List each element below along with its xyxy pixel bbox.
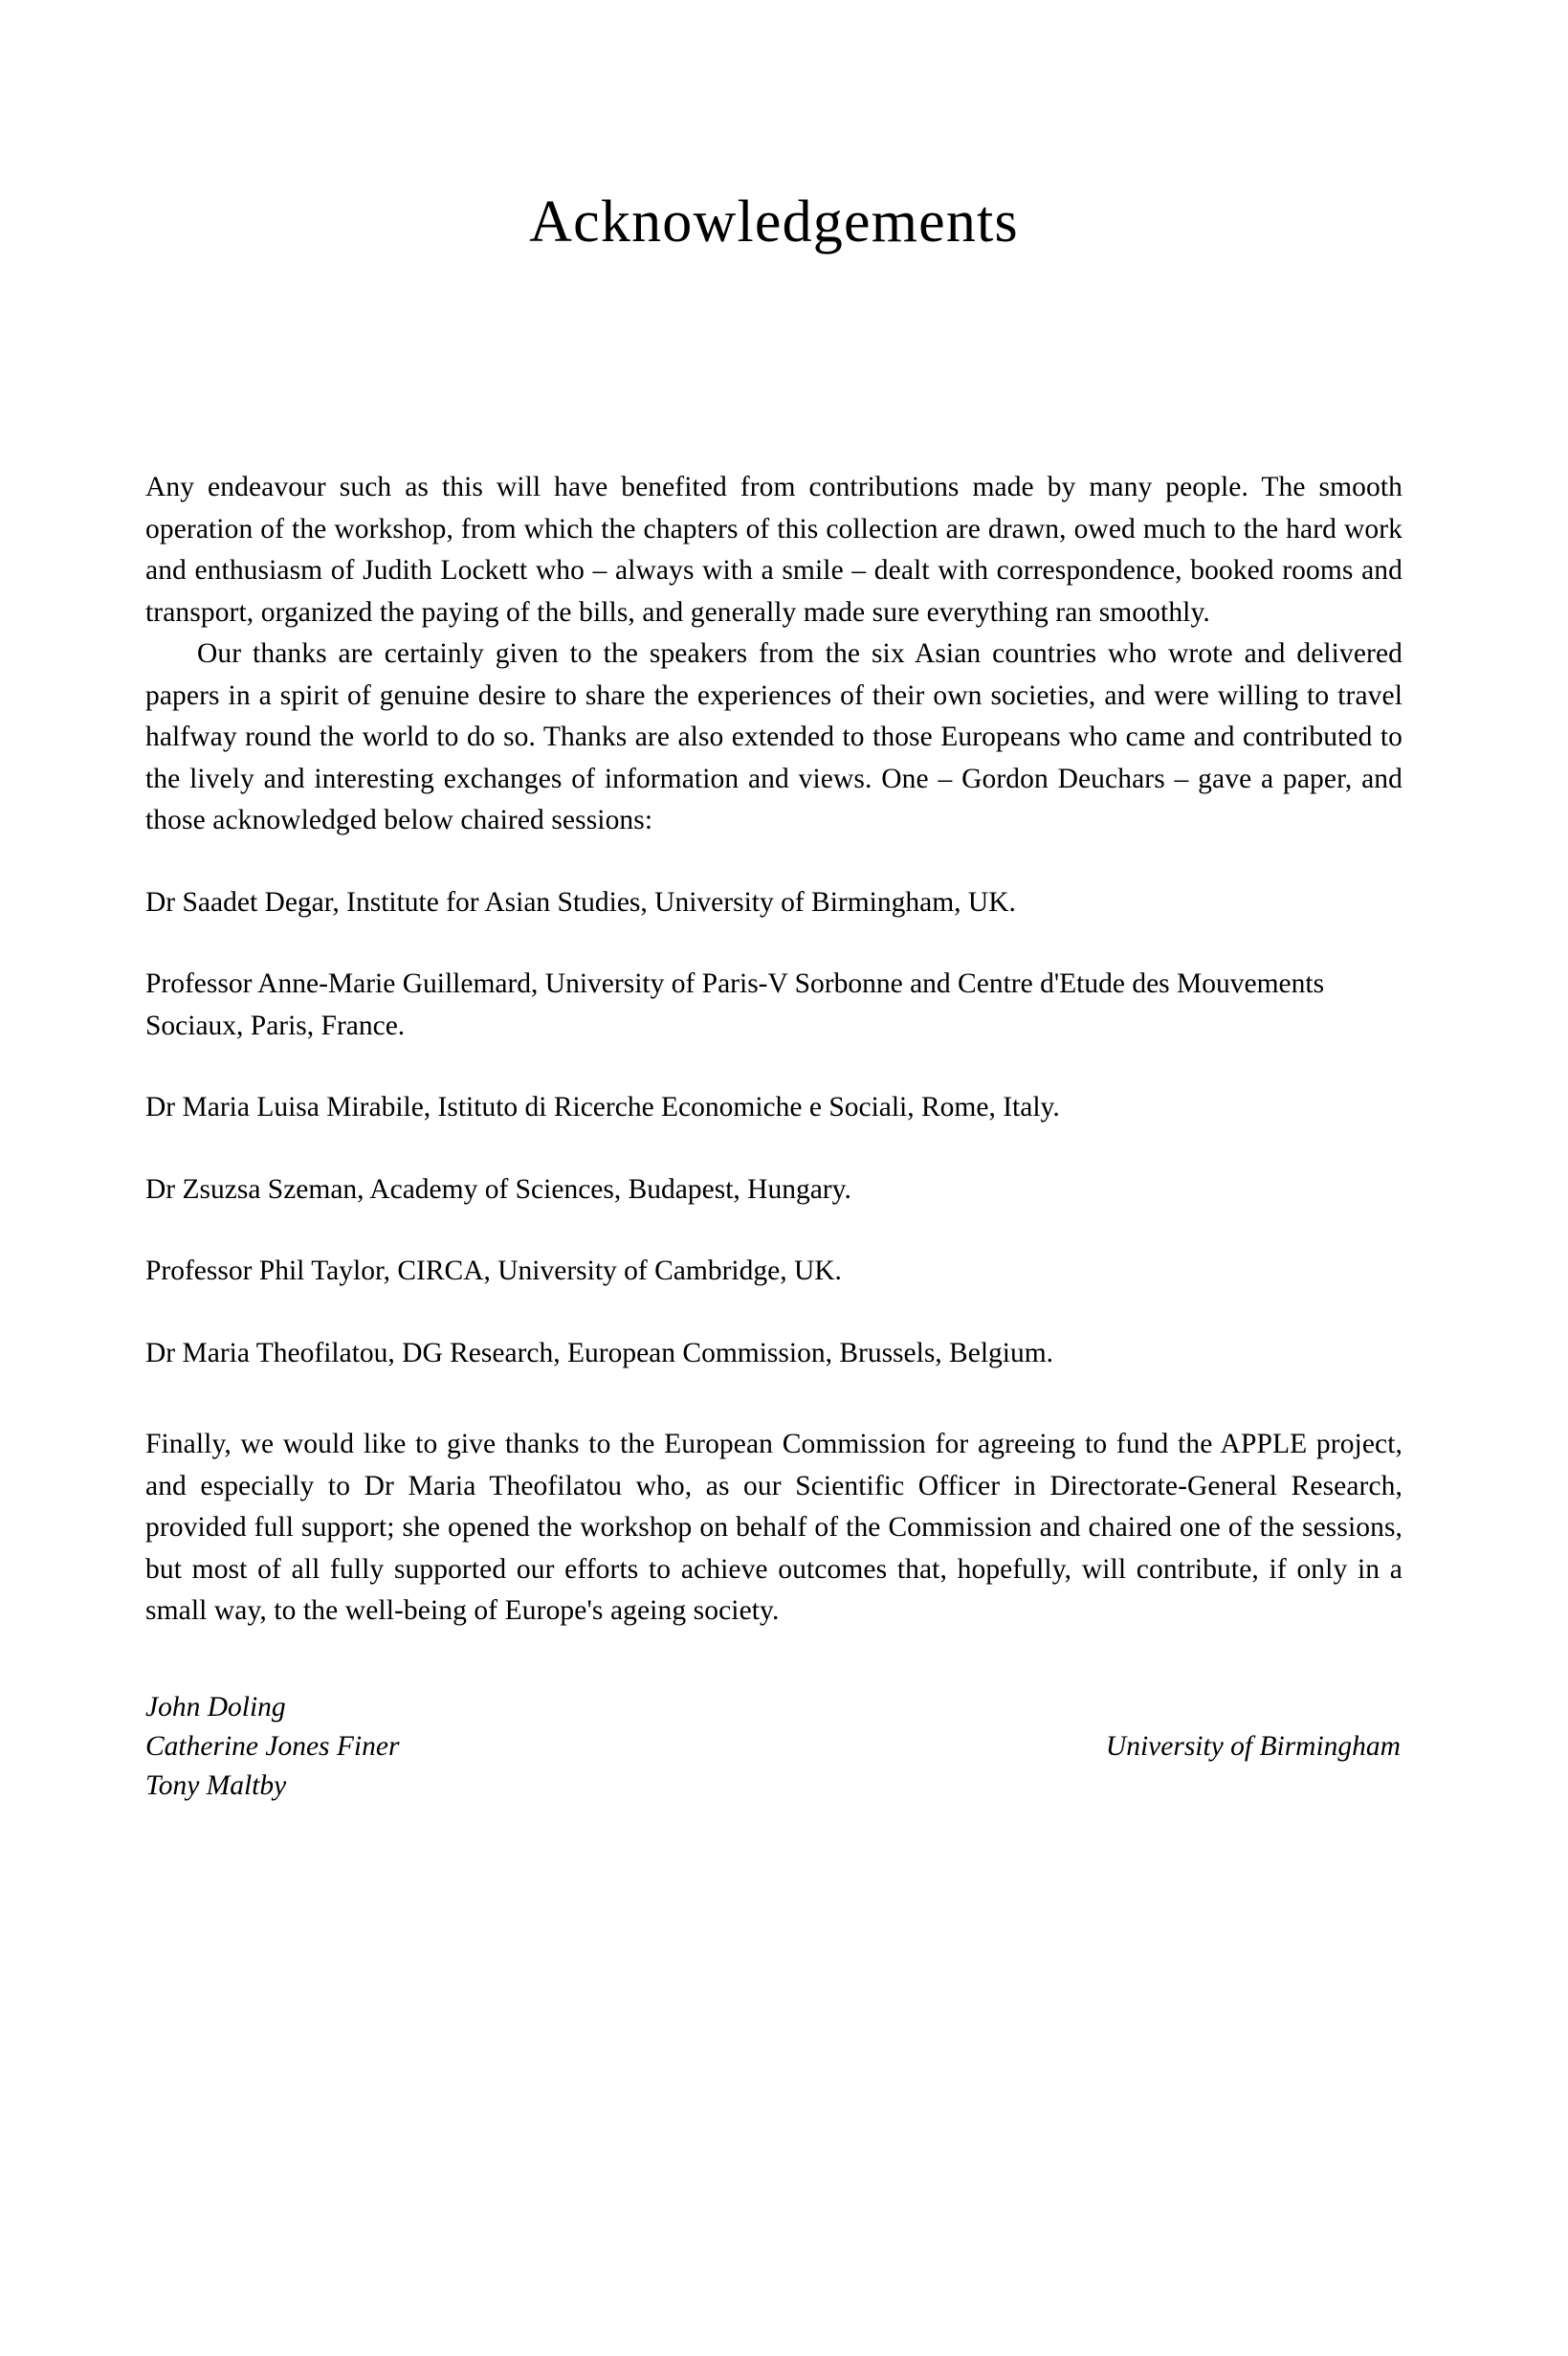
list-item: Professor Anne-Marie Guillemard, University of Paris-V Sorbonne and Centre d'Etude des Mouvements Sociaux, Paris, France.	[145, 968, 1325, 1041]
page-title: Acknowledgements	[529, 189, 1019, 255]
final-paragraph-block	[145, 1424, 1402, 1633]
paragraph: Our thanks are certainly given to the speakers from the six Asian countries who wrote and delivered papers in a spirit of genuine desire to share the experiences of their own societies, and were willing to travel halfway round the world to do so. Thanks are also extended to those Europeans who came and contributed to the lively and interesting exchanges of information and views. One – Gordon Deuchars – gave a paper, and those acknowledged below chaired sessions:	[145, 638, 1402, 836]
author-name: John Doling	[145, 1691, 286, 1723]
paragraph: Finally, we would like to give thanks to the European Commission for agreeing to fund the APPLE project, and especially to Dr Maria Theofilatou who, as our Scientific Officer in Directorate-General Research, provided full support; she opened the workshop on behalf of the Commission and chaired one of the sessions, but most of all fully supported our efforts to achieve outcomes that, hopefully, will contribute, if only in a small way, to the well-being of Europe's ageing society.	[145, 1429, 1402, 1627]
paragraph: Any endeavour such as this will have benefited from contributions made by many people. The smooth operation of the workshop, from which the chapters of this collection are drawn, owed much to the hard work and enthusiasm of Judith Lockett who – always with a smile – dealt with correspondence, booked rooms and transport, organized the paying of the bills, and generally made sure everything ran smoothly.	[145, 472, 1402, 628]
session-chairs-list	[145, 882, 1402, 1375]
page-content	[145, 0, 1402, 1832]
signature-block	[145, 1688, 1402, 1832]
list-item: Dr Maria Theofilatou, DG Research, European Commission, Brussels, Belgium.	[145, 1337, 1054, 1368]
author-name: Catherine Jones Finer	[145, 1730, 400, 1762]
intro-paragraphs	[145, 467, 1402, 842]
author-affiliation: University of Birmingham	[1105, 1730, 1401, 1762]
author-name: Tony Maltby	[145, 1769, 287, 1801]
list-item: Dr Zsuzsa Szeman, Academy of Sciences, Budapest, Hungary.	[145, 1173, 851, 1205]
list-item: Professor Phil Taylor, CIRCA, University of Cambridge, UK.	[145, 1256, 842, 1287]
list-item: Dr Maria Luisa Mirabile, Istituto di Ricerche Economiche e Sociali, Rome, Italy.	[145, 1092, 1060, 1123]
list-item: Dr Saadet Degar, Institute for Asian Studies, University of Birmingham, UK.	[145, 886, 1016, 918]
